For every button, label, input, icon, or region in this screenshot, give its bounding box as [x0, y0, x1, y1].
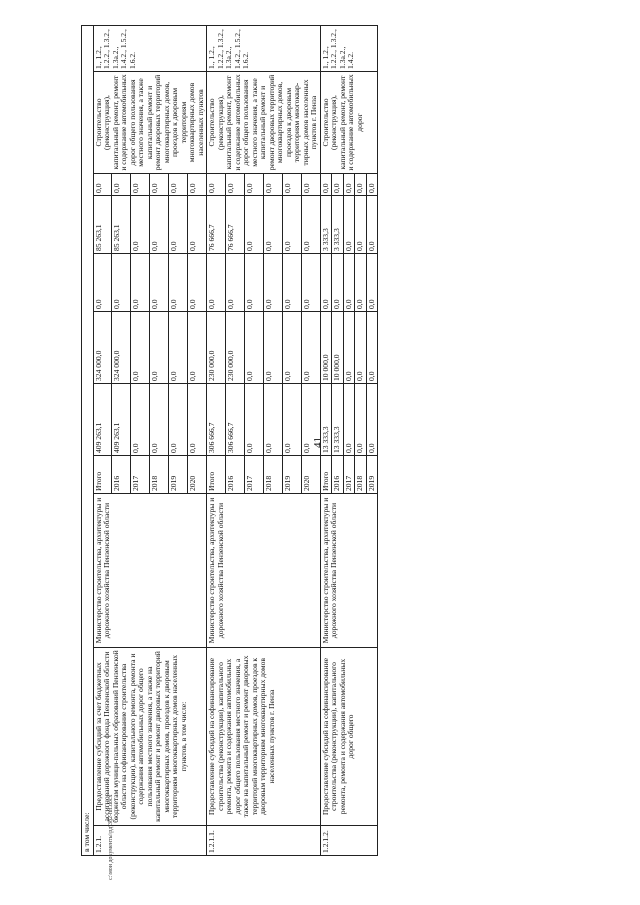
table-row	[207, 25, 226, 855]
executor: Министерство строительства, архитектуры и дорожного хозяйства Пензенской области	[207, 494, 321, 648]
regional-cell: 0,0	[131, 312, 150, 384]
local-cell: 76 666,7	[225, 196, 244, 254]
regional-cell: 324 000,0	[93, 312, 112, 384]
footer-file-path: c:\мои документы\рд\382-пп.docx	[108, 794, 114, 880]
program-table-frame	[81, 26, 608, 856]
other-cell: 0,0	[263, 174, 282, 196]
local-cell: 0,0	[131, 196, 150, 254]
regional-cell: 324 000,0	[112, 312, 131, 384]
local-cell: 0,0	[366, 196, 378, 254]
indicator-refs: 1., 1.2., 1.2.2., 1.3.2., 1.3а.2., 1.4.2., 1.5.2., 1.6.2.	[207, 25, 321, 71]
federal-cell: 0,0	[150, 254, 169, 312]
local-cell: 85 263,1	[112, 196, 131, 254]
total-cell: 0,0	[188, 384, 207, 456]
total-cell: 13 333,3	[320, 384, 332, 456]
year-cell: 2018	[263, 456, 282, 494]
federal-cell: 0,0	[332, 254, 344, 312]
federal-cell: 0,0	[112, 254, 131, 312]
table-row	[320, 25, 332, 855]
local-cell: 0,0	[355, 196, 367, 254]
total-cell: 306 666,7	[225, 384, 244, 456]
local-cell: 0,0	[150, 196, 169, 254]
year-cell: Итого	[93, 456, 112, 494]
local-cell: 0,0	[244, 196, 263, 254]
year-cell: 2018	[355, 456, 367, 494]
local-cell: 76 666,7	[207, 196, 226, 254]
total-cell: 0,0	[366, 384, 378, 456]
other-cell: 0,0	[225, 174, 244, 196]
indicator-refs: 1., 1.2., 1.2.2., 1.3.2., 1.3а.2., 1.4.2.	[320, 25, 378, 71]
federal-cell: 0,0	[188, 254, 207, 312]
total-cell: 409 263,1	[112, 384, 131, 456]
item-name: Предоставление субсидий на софинансирование строительства (реконструкции), капитального ремонта, ремонта и содержания автомобильных дорог общего пользования местного значения, а также на капитальный ремонт и ремонт дворовых территорий многоквартирных домов, проездов к дворовым территориям многоквартирных домов населенных пунктов г. Пенза	[207, 648, 321, 826]
other-cell: 0,0	[332, 174, 344, 196]
expected-result: Строительство (реконструкция), капитальный ремонт, ремонт и содержание автомобильных дорог общего пользования местного значения, а также капитальный ремонт и ремонт дворовых территорий многоквартирных домов, проездов к дворовым территориям многоквар-тирных домов населенных пунктов г. Пенза	[207, 72, 321, 174]
total-cell: 0,0	[131, 384, 150, 456]
local-cell: 0,0	[263, 196, 282, 254]
regional-cell: 230 000,0	[207, 312, 226, 384]
other-cell: 0,0	[188, 174, 207, 196]
federal-cell: 0,0	[131, 254, 150, 312]
federal-cell: 0,0	[244, 254, 263, 312]
other-cell: 0,0	[301, 174, 320, 196]
year-cell: 2016	[112, 456, 131, 494]
regional-cell: 0,0	[244, 312, 263, 384]
year-cell: Итого	[320, 456, 332, 494]
regional-cell: 0,0	[188, 312, 207, 384]
other-cell: 0,0	[112, 174, 131, 196]
local-cell: 0,0	[169, 196, 188, 254]
total-cell: 0,0	[282, 384, 301, 456]
expected-result: Строительство (реконструкция), капитальный ремонт, ремонт и содержание автомобильных дорог общего пользования местного значения, а также капитальный ремонт и ремонт дворовых территорий многоквартирных домов, проездов к дворовым территориям многоквартирных домов населенных пунктов	[93, 72, 207, 174]
other-cell: 0,0	[366, 174, 378, 196]
total-cell: 409 263,1	[93, 384, 112, 456]
local-cell: 0,0	[188, 196, 207, 254]
year-cell: 2020	[188, 456, 207, 494]
year-cell: 2016	[225, 456, 244, 494]
federal-cell: 0,0	[301, 254, 320, 312]
other-cell: 0,0	[207, 174, 226, 196]
regional-cell: 10 000,0	[320, 312, 332, 384]
page-number: 41	[312, 437, 324, 448]
total-cell: 0,0	[169, 384, 188, 456]
federal-cell: 0,0	[282, 254, 301, 312]
total-cell: 13 333,3	[332, 384, 344, 456]
other-cell: 0,0	[93, 174, 112, 196]
total-cell: 0,0	[244, 384, 263, 456]
regional-cell: 0,0	[150, 312, 169, 384]
expected-result: Строительство (реконструкция), капитальный ремонт, ремонт и содержание автомобильных дорог	[320, 72, 378, 174]
item-number: 1.2.1.1.	[207, 826, 321, 856]
item-number: 1.2.1.2.	[320, 826, 378, 856]
item-number: 1.2.1.	[93, 826, 207, 856]
other-cell: 0,0	[343, 174, 355, 196]
item-name: Предоставление субсидий за счет бюджетных ассигнований дорожного фонда Пензенской области бюджетам муници-пальных образований Пензенской области на софинансирование строительства (реконструкции), капитального ремонта, ремонта и содержания автомобильных дорог общего пользования местного значения, а также на капитальный ремонт и ремонт дворовых территорий многоквартирных домов, проездов к дворовым территориям многоквартирных домов населенных пунктов, в том числе:	[93, 648, 207, 826]
subheading-row	[82, 25, 94, 855]
year-cell: Итого	[207, 456, 226, 494]
total-cell: 0,0	[343, 384, 355, 456]
other-cell: 0,0	[282, 174, 301, 196]
regional-cell: 230 000,0	[225, 312, 244, 384]
year-cell: 2020	[301, 456, 320, 494]
year-cell: 2016	[332, 456, 344, 494]
regional-cell: 0,0	[263, 312, 282, 384]
other-cell: 0,0	[320, 174, 332, 196]
total-cell: 0,0	[263, 384, 282, 456]
other-cell: 0,0	[244, 174, 263, 196]
total-cell: 0,0	[301, 384, 320, 456]
local-cell: 0,0	[301, 196, 320, 254]
year-cell: 2019	[169, 456, 188, 494]
total-cell: 0,0	[355, 384, 367, 456]
year-cell: 2018	[150, 456, 169, 494]
local-cell: 0,0	[282, 196, 301, 254]
item-name: Предоставление субсидий на софинансирование строительства (реконструкции), капитального ремонта, ремонта и содержания автомобильных дорог общего	[320, 648, 378, 826]
federal-cell: 0,0	[207, 254, 226, 312]
regional-cell: 0,0	[343, 312, 355, 384]
year-cell: 2019	[366, 456, 378, 494]
other-cell: 0,0	[169, 174, 188, 196]
table-row	[93, 25, 112, 855]
regional-cell: 0,0	[301, 312, 320, 384]
regional-cell: 0,0	[366, 312, 378, 384]
other-cell: 0,0	[131, 174, 150, 196]
other-cell: 0,0	[355, 174, 367, 196]
regional-cell: 0,0	[169, 312, 188, 384]
local-cell: 0,0	[343, 196, 355, 254]
total-cell: 306 666,7	[207, 384, 226, 456]
local-cell: 3 333,3	[320, 196, 332, 254]
year-cell: 2019	[282, 456, 301, 494]
federal-cell: 0,0	[93, 254, 112, 312]
regional-cell: 10 000,0	[332, 312, 344, 384]
year-cell: 2017	[343, 456, 355, 494]
year-cell: 2017	[244, 456, 263, 494]
executor: Министерство строительства, архитектуры и дорожного хозяйства Пензенской области	[320, 494, 378, 648]
federal-cell: 0,0	[263, 254, 282, 312]
total-cell: 0,0	[150, 384, 169, 456]
subheading: в том числе:	[82, 25, 94, 855]
program-table	[81, 25, 378, 856]
regional-cell: 0,0	[282, 312, 301, 384]
indicator-refs: 1., 1.2., 1.2.2., 1.3.2., 1.3а.2., 1.4.2., 1.5.2., 1.6.2.	[93, 25, 207, 71]
other-cell: 0,0	[150, 174, 169, 196]
year-cell: 2017	[131, 456, 150, 494]
federal-cell: 0,0	[169, 254, 188, 312]
executor: Министерство строительства, архитектуры и дорожного хозяйства Пензенской области	[93, 494, 207, 648]
federal-cell: 0,0	[355, 254, 367, 312]
local-cell: 85 263,1	[93, 196, 112, 254]
local-cell: 3 333,3	[332, 196, 344, 254]
regional-cell: 0,0	[355, 312, 367, 384]
federal-cell: 0,0	[366, 254, 378, 312]
federal-cell: 0,0	[343, 254, 355, 312]
federal-cell: 0,0	[320, 254, 332, 312]
federal-cell: 0,0	[225, 254, 244, 312]
